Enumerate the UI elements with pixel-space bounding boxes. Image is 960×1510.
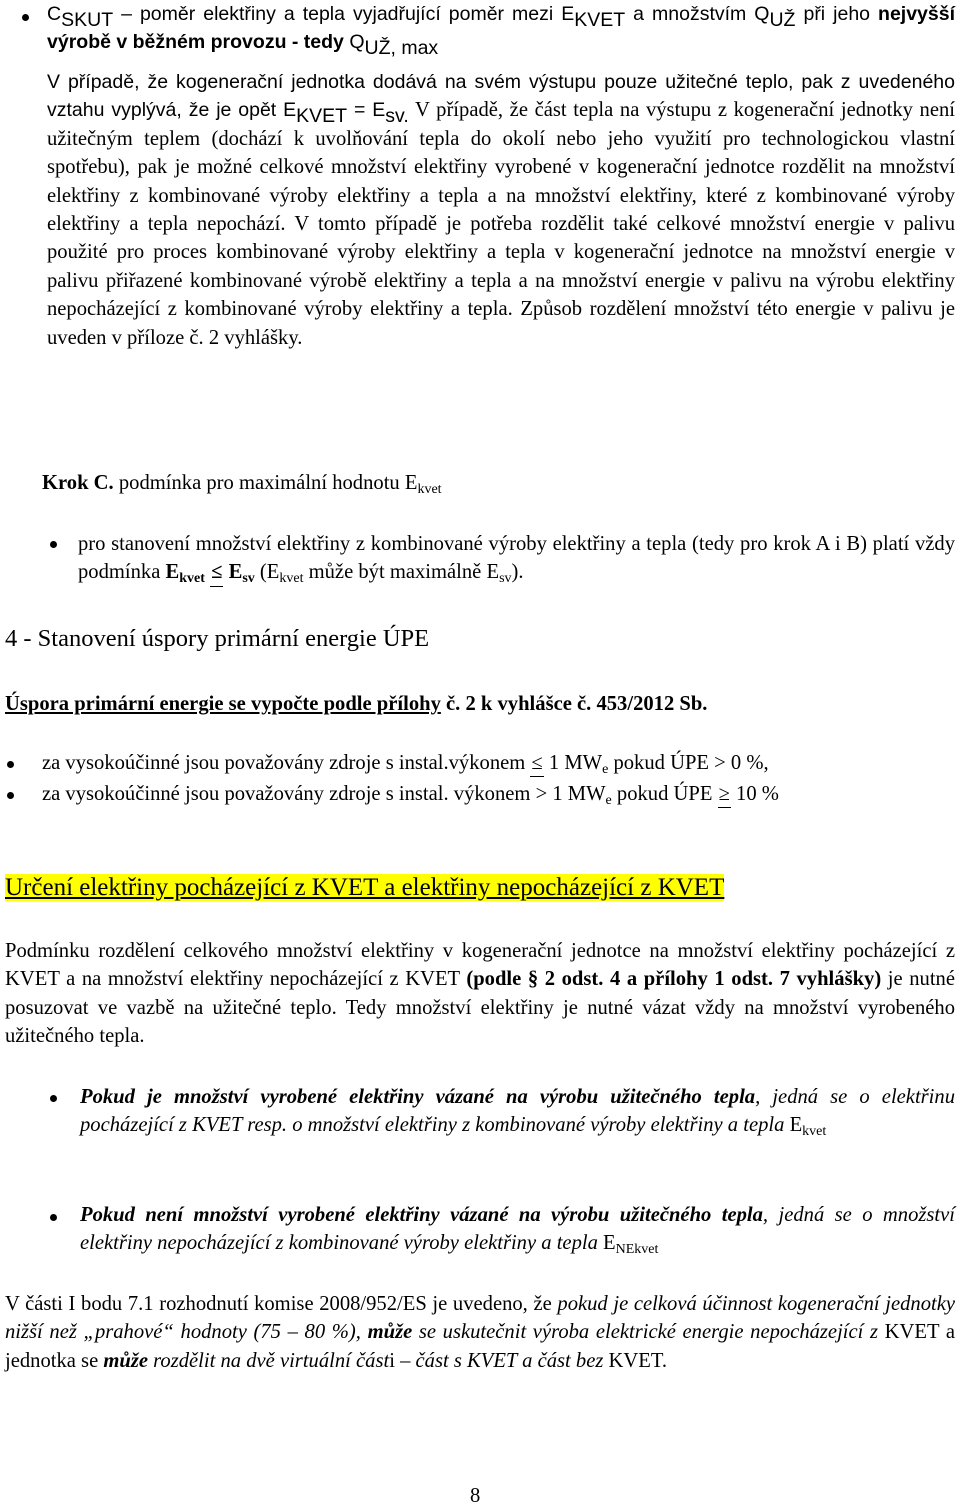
highlighted-heading: Určení elektřiny pocházející z KVET a elektřiny nepocházející z KVET <box>5 874 725 901</box>
geq-symbol: ≥ <box>718 780 731 808</box>
leq-symbol: ≤ <box>530 749 543 777</box>
bullet-dot <box>50 1095 57 1102</box>
bullet-kvet-not-bound: Pokud není množství vyrobené elektřiny vázané na výrobu užitečného tepla, jedná se o množství elektřiny nepocházející z kombinované výroby elektřiny a tepla $E_{NEkvet}$ <box>80 1204 956 1258</box>
bullet-dot <box>50 541 57 548</box>
bullet-condition: pro stanovení množství elektřiny z kombinované výroby elektřiny a tepla (tedy pro krok A i B) platí vždy podmínka $E_{kvet} \le E_{sv}$ ($E_{kvet}$ může být maximálně $E_{sv}$). <box>78 533 955 587</box>
bullet-skut: $C_{SKUT}$ – poměr elektřiny a tepla vyjadřující poměr mezi $E_{KVET}$ a množstvím $Q_{UŽ}$ při jeho nejvyšší výrobě v běžném provozu - tedy $Q_{UŽ, max}$ <box>47 3 956 60</box>
page-number: 8 <box>470 1485 481 1507</box>
bullet-upe-small: za vysokoúčinné jsou považovány zdroje s instal.výkonem ≤ 1 $MW_e$ pokud ÚPE > 0 %, <box>42 749 952 777</box>
leq-symbol: ≤ <box>210 558 223 586</box>
paragraph-split-energy: V případě, že kogenerační jednotka dodává na svém výstupu pouze užitečné teplo, pak z uvedeného vztahu vyplývá, že je opět $E_{KVET} = E_{sv.}$ V případě, že část tepla na výstupu z kogenerační jednotky není užitečným teplem (dochází k uvolňování tepla do okolí nebo jeho využití pro technologickou vlastní spotřebu), pak je možné celkové množství elektřiny vyrobené v kogenerační jednotce rozdělit na množství elektřiny z kombinované výroby elektřiny a tepla a na množství elektřiny, které z kombinované výroby elektřiny a tepla nepochází. V tomto případě je potřeba rozdělit také celkové množství energie v palivu použité pro proces kombinované výroby elektřiny a tepla v kogenerační jednotce na množství energie v palivu přiřazené kombinované výrobě elektřiny a tepla a na množství energie v palivu na výrobu elektřiny nepocházející z kombinované výroby elektřiny a tepla. Způsob rozdělení množství této energie v palivu je uveden v příloze č. 2 vyhlášky. <box>47 71 956 349</box>
upe-appendix-line: Úspora primární energie se vypočte podle přílohy č. 2 k vyhlášce č. 453/2012 Sb. <box>5 693 708 715</box>
paragraph-commission-decision: V části I bodu 7.1 rozhodnutí komise 2008/952/ES je uvedeno, že pokud je celková účinnost kogenerační jednotky nižší než „prahové“ hodnoty (75 – 80 %), může se uskutečnit výroba elektrické energie nepocházející z KVET a jednotka se může rozdělit na dvě virtuální části – část s KVET a část bez KVET. <box>5 1293 955 1372</box>
section-heading-4: 4 - Stanovení úspory primární energie ÚPE <box>5 625 430 652</box>
bullet-kvet-bound: Pokud je množství vyrobené elektřiny vázané na výrobu užitečného tepla, jedná se o elektřinu pocházející z KVET resp. o množství elektřiny z kombinované výroby elektřiny a tepla $E_{kvet}$ <box>80 1086 955 1140</box>
paragraph-kvet-condition: Podmínku rozdělení celkového množství elektřiny v kogenerační jednotce na množství elektřiny pocházející z KVET a na množství elektřiny nepocházející z KVET (podle § 2 odst. 4 a přílohy 1 odst. 7 vyhlášky) je nutné posuzovat ve vazbě na užitečné teplo. Tedy množství elektřiny je nutné vázat vždy na množství vyrobeného užitečného tepla. <box>5 940 955 1048</box>
bullet-upe-large: za vysokoúčinné jsou považovány zdroje s instal. výkonem > 1 $MW_e$ pokud ÚPE ≥ 10 % <box>42 780 952 808</box>
bullet-dot <box>22 14 29 21</box>
bullet-dot <box>7 792 14 799</box>
bullet-dot <box>50 1214 57 1221</box>
bullet-dot <box>7 761 14 768</box>
krok-c-heading: Krok C. podmínka pro maximální hodnotu $E_{kvet}$ <box>42 472 442 498</box>
